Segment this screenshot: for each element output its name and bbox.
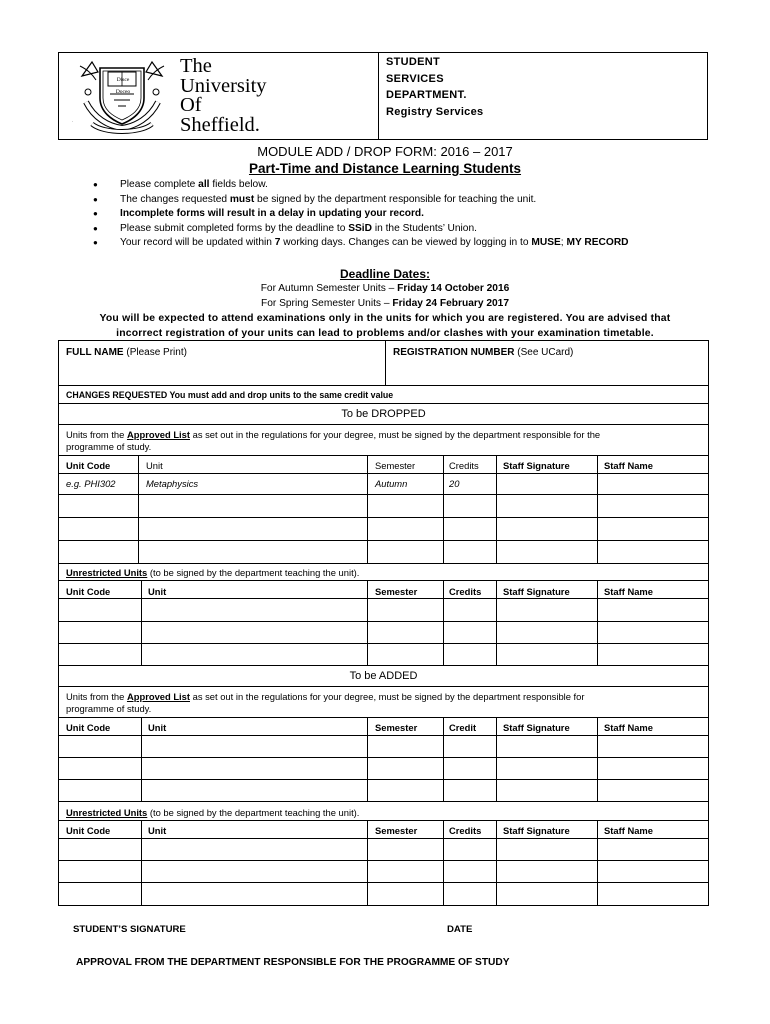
table-row[interactable] bbox=[60, 780, 707, 800]
table-row[interactable] bbox=[60, 518, 707, 539]
example-unit: Metaphysics bbox=[146, 478, 199, 489]
full-name-label: FULL NAME (Please Print) bbox=[66, 347, 187, 358]
col-staff-signature: Staff Signature bbox=[503, 825, 570, 836]
col-unit: Unit bbox=[146, 460, 163, 471]
added-heading: To be ADDED bbox=[349, 670, 418, 682]
approved-note-added-cont: programme of study. bbox=[66, 703, 152, 714]
university-name bbox=[180, 57, 267, 135]
instruction-item: ● The changes requested must be signed by the department responsible for teaching the unit. bbox=[92, 193, 672, 208]
col-unit-code: Unit Code bbox=[66, 722, 111, 733]
table-row[interactable] bbox=[60, 839, 707, 859]
example-unit-code: e.g. PHI302 bbox=[66, 478, 116, 489]
col-unit-code: Unit Code bbox=[66, 460, 111, 471]
reg-number-label: REGISTRATION NUMBER (See UCard) bbox=[393, 347, 574, 358]
col-staff-signature: Staff Signature bbox=[503, 722, 570, 733]
department-line: Registry Services bbox=[386, 105, 484, 118]
col-staff-name: Staff Name bbox=[604, 722, 653, 733]
university-name-line: The bbox=[180, 55, 212, 77]
col-credit: Credit bbox=[449, 722, 477, 733]
student-signature-field[interactable] bbox=[200, 920, 420, 938]
department-block bbox=[386, 54, 483, 120]
instruction-item: ● Please submit completed forms by the deadline to SSiD in the Students’ Union. bbox=[92, 222, 672, 237]
date-field[interactable] bbox=[480, 920, 700, 938]
col-credits: Credits bbox=[449, 460, 479, 471]
col-unit: Unit bbox=[148, 722, 167, 733]
table-row[interactable] bbox=[60, 495, 707, 517]
table-row[interactable] bbox=[60, 599, 707, 620]
department-line: STUDENT bbox=[386, 56, 441, 68]
col-credits: Credits bbox=[449, 586, 482, 597]
example-semester: Autumn bbox=[375, 478, 408, 489]
form-subtitle: Part-Time and Distance Learning Students bbox=[248, 161, 522, 176]
col-unit: Unit bbox=[148, 586, 167, 597]
form-title: MODULE ADD / DROP FORM: 2016 – 2017 bbox=[257, 144, 513, 159]
exam-warning: You will be expected to attend examinations only in the units for which you are registered. You are advised that incorrect registration of your units can lead to problems and/or clashes with your examination timetable. bbox=[99, 313, 671, 339]
full-name-field[interactable] bbox=[60, 360, 383, 383]
col-credits: Credits bbox=[449, 825, 482, 836]
table-row[interactable] bbox=[60, 622, 707, 642]
approved-note-added: Units from the Approved List as set out in the regulations for your degree, must be signed by the department responsible for bbox=[66, 691, 585, 702]
instruction-item: ● Your record will be updated within 7 working days. Changes can be viewed by logging in to MUSE; MY RECORD bbox=[92, 236, 672, 251]
col-semester: Semester bbox=[375, 722, 418, 733]
department-line: DEPARTMENT. bbox=[386, 89, 467, 101]
approval-label: APPROVAL FROM THE DEPARTMENT RESPONSIBLE FOR THE PROGRAMME OF STUDY bbox=[76, 957, 510, 968]
university-name-line: Sheffield. bbox=[180, 113, 260, 136]
table-row[interactable] bbox=[60, 883, 707, 904]
table-row[interactable] bbox=[60, 644, 707, 664]
deadline-heading: Deadline Dates: bbox=[339, 267, 431, 281]
crest-band-text bbox=[72, 121, 73, 122]
example-credits: 20 bbox=[449, 478, 460, 489]
student-signature-label: STUDENT’S SIGNATURE bbox=[73, 924, 186, 935]
table-row[interactable] bbox=[60, 861, 707, 881]
unrestricted-note-dropped: Unrestricted Units (to be signed by the department teaching the unit). bbox=[66, 567, 360, 578]
instruction-item: ● Please complete all fields below. bbox=[92, 178, 672, 193]
crest-motto: Disce Doceo bbox=[115, 77, 131, 95]
department-line: SERVICES bbox=[386, 72, 444, 85]
changes-requested: CHANGES REQUESTED You must add and drop units to the same credit value bbox=[66, 390, 394, 400]
approved-note-dropped-cont: programme of study. bbox=[66, 441, 152, 452]
col-unit-code: Unit Code bbox=[66, 586, 111, 597]
unrestricted-note-added: Unrestricted Units (to be signed by the department teaching the unit). bbox=[66, 807, 360, 818]
deadline-spring: For Spring Semester Units – Friday 24 February 2017 bbox=[260, 298, 509, 309]
col-staff-name: Staff Name bbox=[604, 825, 653, 836]
col-semester: Semester bbox=[375, 460, 416, 471]
col-semester: Semester bbox=[375, 825, 418, 836]
date-label: DATE bbox=[447, 924, 473, 935]
university-name-line: University bbox=[180, 74, 267, 97]
table-row[interactable] bbox=[60, 541, 707, 562]
deadline-autumn: For Autumn Semester Units – Friday 14 October 2016 bbox=[260, 283, 510, 294]
col-unit: Unit bbox=[148, 825, 167, 836]
instructions-list bbox=[92, 178, 672, 251]
approved-note-dropped: Units from the Approved List as set out in the regulations for your degree, must be signed by the department responsible for the bbox=[66, 429, 601, 440]
reg-number-field[interactable] bbox=[387, 360, 707, 383]
dropped-heading: To be DROPPED bbox=[341, 408, 426, 420]
header-divider bbox=[378, 52, 379, 140]
col-staff-name: Staff Name bbox=[604, 586, 653, 597]
col-staff-signature: Staff Signature bbox=[503, 586, 570, 597]
col-staff-name: Staff Name bbox=[604, 460, 653, 471]
table-row[interactable] bbox=[60, 758, 707, 778]
col-semester: Semester bbox=[375, 586, 418, 597]
instruction-item: ● Incomplete forms will result in a delay in updating your record. bbox=[92, 207, 672, 222]
col-unit-code: Unit Code bbox=[66, 825, 111, 836]
col-staff-signature: Staff Signature bbox=[503, 460, 570, 471]
table-row[interactable] bbox=[60, 736, 707, 756]
university-name-line: Of bbox=[180, 94, 202, 116]
